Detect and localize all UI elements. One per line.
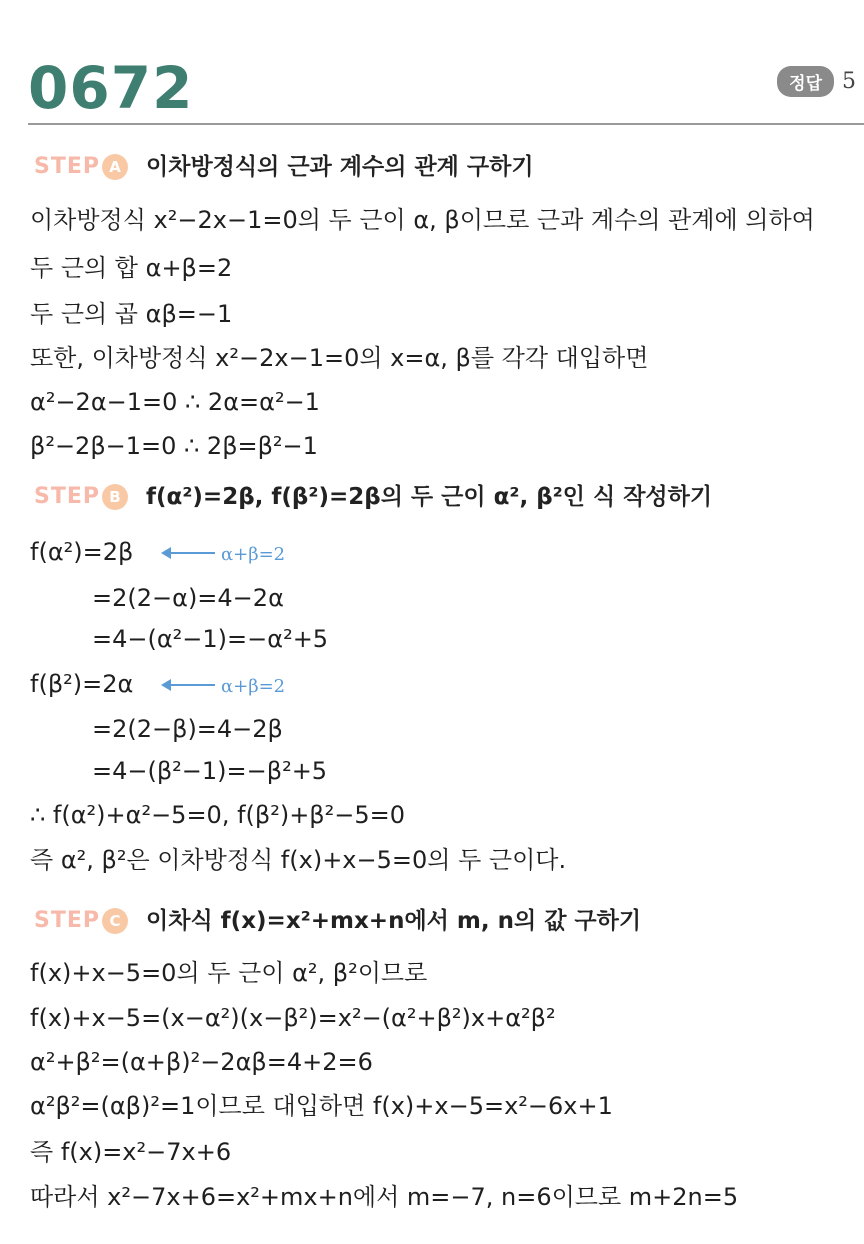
answer-value: 5 xyxy=(842,69,856,94)
text-line: 두 근의 곱 αβ=−1 xyxy=(30,300,233,328)
step-tag: STEP xyxy=(34,154,101,179)
text-line: =4−(α²−1)=−α²+5 xyxy=(92,625,329,653)
text-line: 두 근의 합 α+β=2 xyxy=(30,254,233,282)
text-line: 이차방정식 x²−2x−1=0의 두 근이 α, β이므로 근과 계수의 관계에 의하여 xyxy=(30,206,815,234)
hint-annotation xyxy=(163,676,285,697)
text-line: β²−2β−1=0 ∴ 2β=β²−1 xyxy=(30,432,318,460)
step-a-heading xyxy=(34,152,534,182)
hint-text: α+β=2 xyxy=(220,544,286,565)
arrow-left-icon xyxy=(163,552,215,554)
text-line: f(x)+x−5=(x−α²)(x−β²)=x²−(α²+β²)x+α²β² xyxy=(30,1004,556,1032)
step-badge-icon: C xyxy=(102,908,128,934)
step-c-heading xyxy=(34,906,641,936)
arrow-left-icon xyxy=(163,684,215,686)
text-line: =2(2−α)=4−2α xyxy=(92,584,284,612)
step-title: 이차방정식의 근과 계수의 관계 구하기 xyxy=(146,154,534,180)
step-title: 이차식 f(x)=x²+mx+n에서 m, n의 값 구하기 xyxy=(146,908,642,934)
hint-text: α+β=2 xyxy=(220,676,286,697)
text-line: 따라서 x²−7x+6=x²+mx+n에서 m=−7, n=6이므로 m+2n=5 xyxy=(30,1183,739,1211)
step-badge-icon: B xyxy=(102,484,128,510)
text-line: α²+β²=(α+β)²−2αβ=4+2=6 xyxy=(30,1048,373,1076)
text-line: f(x)+x−5=0의 두 근이 α², β²이므로 xyxy=(30,959,428,987)
equation-text: f(β²)=2α xyxy=(30,670,134,698)
text-line: 즉 α², β²은 이차방정식 f(x)+x−5=0의 두 근이다. xyxy=(30,846,567,874)
equation-line xyxy=(30,669,285,702)
answer-box xyxy=(777,66,856,97)
step-badge-icon: A xyxy=(102,154,128,180)
hint-annotation xyxy=(163,544,285,565)
text-line: 즉 f(x)=x²−7x+6 xyxy=(30,1138,232,1166)
text-line: =2(2−β)=4−2β xyxy=(92,715,283,743)
text-line: 또한, 이차방정식 x²−2x−1=0의 x=α, β를 각각 대입하면 xyxy=(30,344,649,372)
step-title: f(α²)=2β, f(β²)=2β의 두 근이 α², β²인 식 작성하기 xyxy=(146,484,713,510)
text-line: =4−(β²−1)=−β²+5 xyxy=(92,757,328,785)
answer-label: 정답 xyxy=(777,66,834,97)
equation-line xyxy=(30,537,285,570)
text-line: α²β²=(αβ)²=1이므로 대입하면 f(x)+x−5=x²−6x+1 xyxy=(30,1092,613,1120)
equation-text: f(α²)=2β xyxy=(30,538,134,566)
problem-number: 0672 xyxy=(28,54,194,122)
step-b-heading xyxy=(34,482,712,512)
header-divider xyxy=(28,123,864,125)
step-tag: STEP xyxy=(34,484,101,509)
text-line: α²−2α−1=0 ∴ 2α=α²−1 xyxy=(30,388,320,416)
step-tag: STEP xyxy=(34,908,101,933)
text-line: ∴ f(α²)+α²−5=0, f(β²)+β²−5=0 xyxy=(30,801,405,829)
